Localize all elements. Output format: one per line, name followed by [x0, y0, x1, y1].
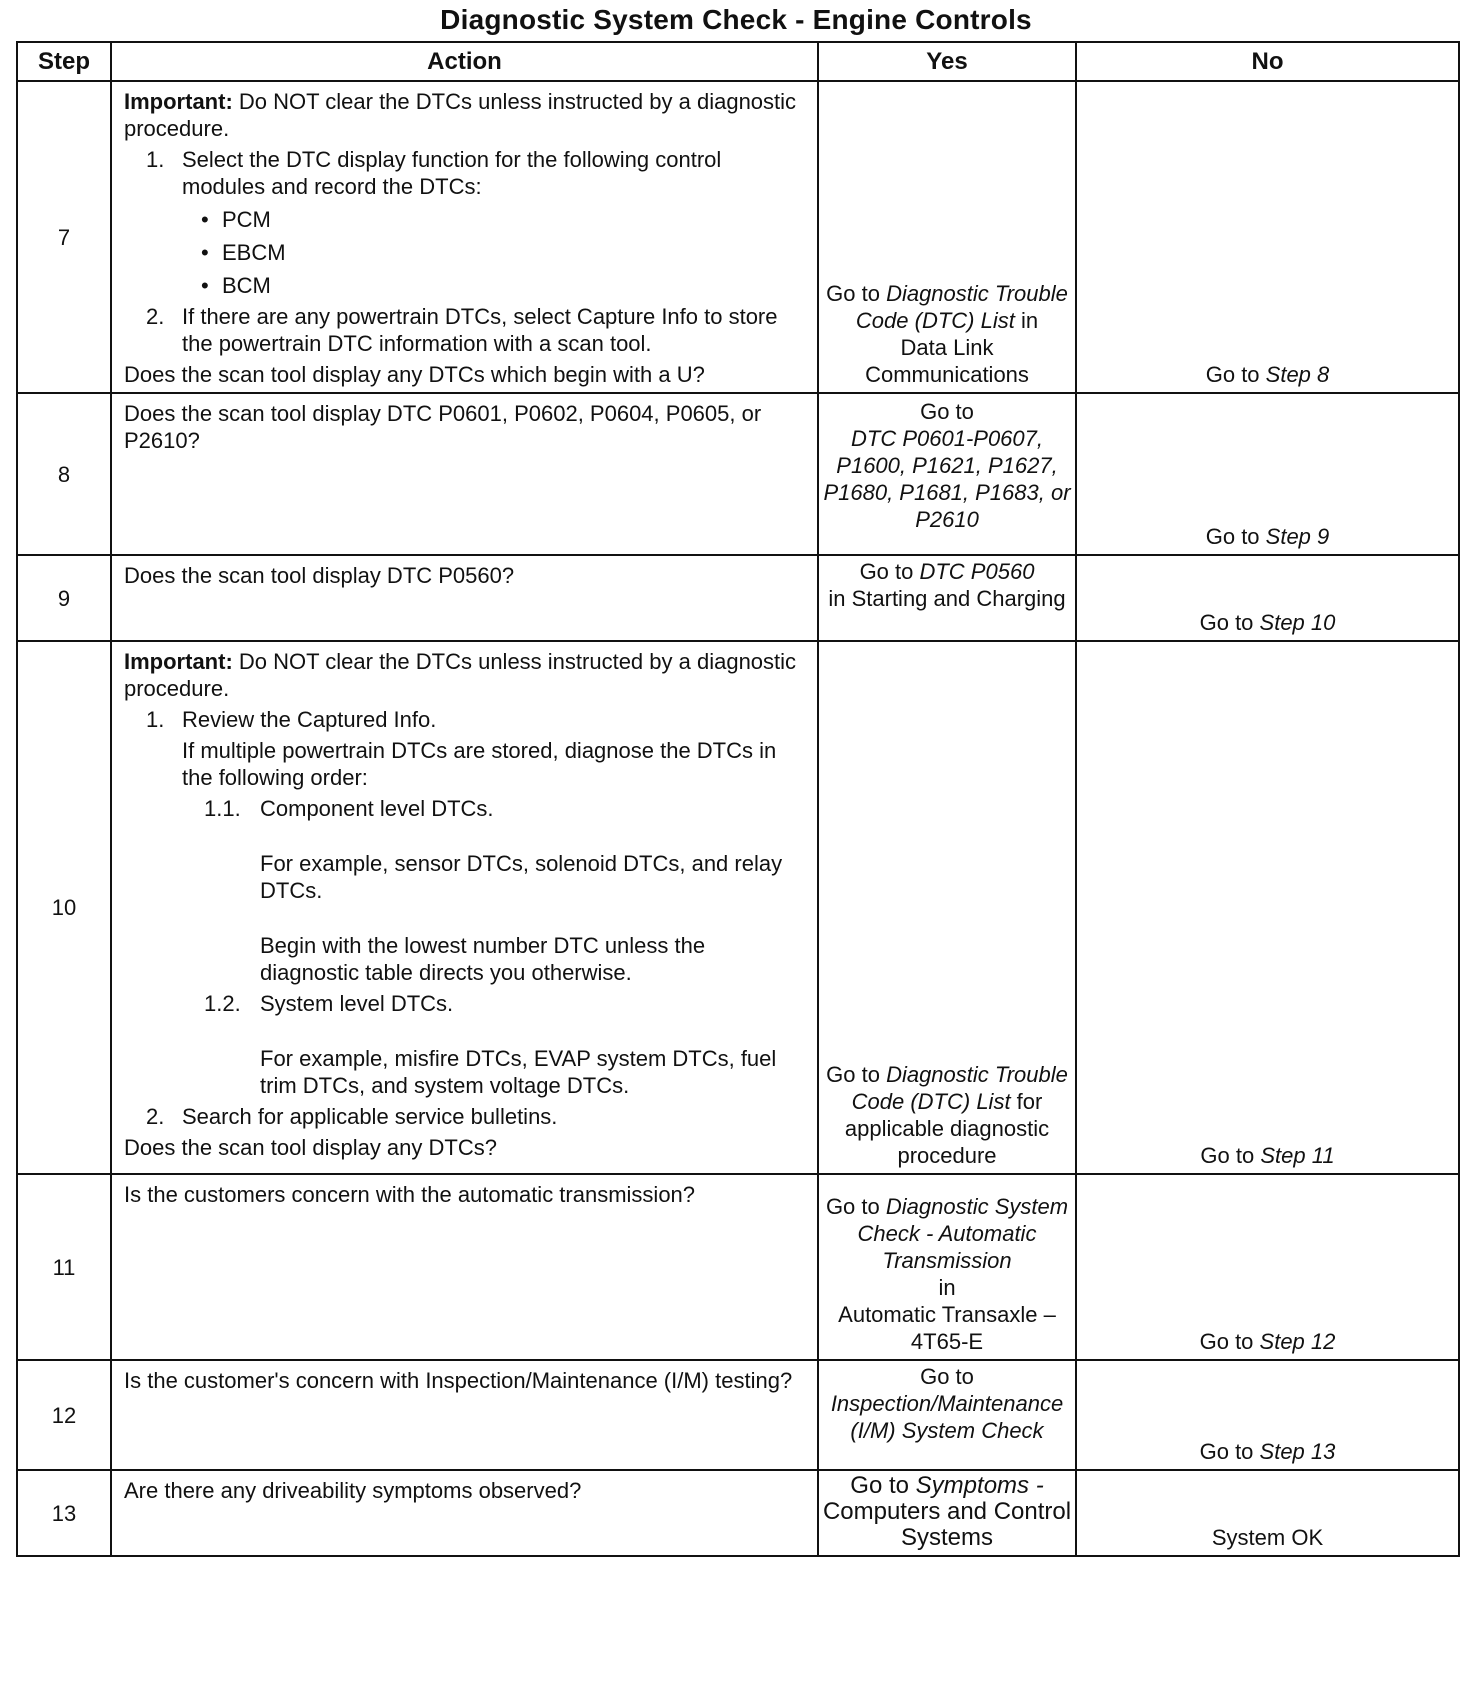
table-row	[17, 555, 1459, 641]
table-row	[17, 641, 1459, 1174]
yes-cell: Go to Symptoms - Computers and Control Systems	[818, 1470, 1076, 1556]
action-cell	[111, 555, 818, 641]
list-item: 1. Select the DTC display function for the following control modules and record the DTCs:	[146, 147, 722, 199]
no-cell: Go to Step 9	[1076, 393, 1459, 555]
no-cell	[1076, 1470, 1459, 1556]
example-text: For example, misfire DTCs, EVAP system DTCs, fuel trim DTCs, and system voltage DTCs.	[260, 1046, 777, 1098]
yes-link[interactable]: DTC P0601-P0607, P1600, P1621, P1627, P1680, P1681, P1683, or P2610	[823, 426, 1071, 532]
header-action: Action	[111, 42, 818, 81]
action-cell	[111, 1470, 818, 1556]
step-number: 12	[17, 1360, 111, 1470]
no-cell: Go to Step 11	[1076, 641, 1459, 1174]
bullet-item: • PCM	[201, 207, 271, 232]
no-link[interactable]: Step 11	[1260, 1143, 1335, 1168]
header-no: No	[1076, 42, 1459, 81]
table-row	[17, 81, 1459, 393]
step-number: 11	[17, 1174, 111, 1360]
important-note: Important: Do NOT clear the DTCs unless instructed by a diagnostic procedure.	[124, 649, 797, 701]
question: Are there any driveability symptoms observed?	[124, 1478, 582, 1503]
action-cell	[111, 1174, 818, 1360]
example-text: Begin with the lowest number DTC unless the diagnostic table directs you otherwise.	[260, 933, 706, 985]
table-row	[17, 1174, 1459, 1360]
list-item-continuation: If multiple powertrain DTCs are stored, diagnose the DTCs in the following order:	[182, 738, 777, 790]
page-title: Diagnostic System Check - Engine Controls	[440, 4, 1032, 35]
yes-link[interactable]: Diagnostic System Check - Automatic Transmission	[857, 1194, 1069, 1273]
no-link[interactable]: Step 9	[1265, 524, 1330, 549]
list-item: 2. If there are any powertrain DTCs, select Capture Info to store the powertrain DTC information with a scan tool.	[146, 304, 778, 356]
question: Does the scan tool display any DTCs?	[124, 1135, 497, 1160]
example-text: For example, sensor DTCs, solenoid DTCs, and relay DTCs.	[260, 851, 783, 903]
step-number: 9	[17, 555, 111, 641]
step-number: 8	[17, 393, 111, 555]
header-row	[17, 42, 1459, 81]
important-label: Important:	[124, 649, 233, 674]
yes-cell: Go to DTC P0601-P0607, P1600, P1621, P1627, P1680, P1681, P1683, or P2610	[818, 393, 1076, 555]
yes-link[interactable]: Symptoms -	[915, 1472, 1044, 1499]
table-row	[17, 1470, 1459, 1556]
yes-cell: Go to Inspection/Maintenance (I/M) System Check	[818, 1360, 1076, 1470]
action-cell	[111, 1360, 818, 1470]
action-cell	[111, 393, 818, 555]
question: Is the customers concern with the automatic transmission?	[124, 1182, 696, 1207]
no-cell: Go to Step 8	[1076, 81, 1459, 393]
important-label: Important:	[124, 89, 233, 114]
diagnostic-table	[16, 41, 1460, 1557]
action-cell	[111, 81, 818, 393]
bullet-item: • BCM	[201, 273, 271, 298]
sub-list-item: 1.1. Component level DTCs.	[204, 796, 494, 821]
yes-cell: Go to Diagnostic System Check - Automatic Transmission in Automatic Transaxle – 4T65-E	[818, 1174, 1076, 1360]
no-link[interactable]: Step 10	[1259, 610, 1336, 635]
table-row	[17, 393, 1459, 555]
step-number: 13	[17, 1470, 111, 1556]
no-cell: Go to Step 10	[1076, 555, 1459, 641]
table-row	[17, 1360, 1459, 1470]
no-link[interactable]: Step 12	[1259, 1329, 1336, 1354]
question: Does the scan tool display any DTCs which begin with a U?	[124, 362, 705, 387]
no-cell: Go to Step 12	[1076, 1174, 1459, 1360]
list-item: 2. Search for applicable service bulletins.	[146, 1104, 558, 1129]
yes-link[interactable]: Inspection/Maintenance (I/M) System Check	[830, 1391, 1064, 1443]
question: Does the scan tool display DTC P0601, P0602, P0604, P0605, or P2610?	[124, 401, 762, 453]
yes-link[interactable]: Diagnostic Trouble Code (DTC) List	[851, 1062, 1068, 1114]
no-result: System OK	[1211, 1525, 1324, 1550]
action-cell	[111, 641, 818, 1174]
yes-link[interactable]: Diagnostic Trouble Code (DTC) List	[855, 281, 1068, 333]
sub-list-item: 1.2. System level DTCs.	[204, 991, 454, 1016]
no-link[interactable]: Step 13	[1259, 1439, 1336, 1464]
list-item: 1. Review the Captured Info.	[146, 707, 437, 732]
yes-cell: Go to Diagnostic Trouble Code (DTC) List for applicable diagnostic procedure	[818, 641, 1076, 1174]
yes-cell: Go to DTC P0560 in Starting and Charging	[818, 555, 1076, 641]
step-number: 10	[17, 641, 111, 1174]
question: Is the customer's concern with Inspection/Maintenance (I/M) testing?	[124, 1368, 793, 1393]
yes-link[interactable]: DTC P0560	[919, 559, 1035, 584]
step-number: 7	[17, 81, 111, 393]
no-cell: Go to Step 13	[1076, 1360, 1459, 1470]
no-link[interactable]: Step 8	[1265, 362, 1330, 387]
header-step: Step	[17, 42, 111, 81]
important-note: Important: Do NOT clear the DTCs unless instructed by a diagnostic procedure.	[124, 89, 797, 141]
bullet-item: • EBCM	[201, 240, 286, 265]
yes-cell: Go to Diagnostic Trouble Code (DTC) List in Data Link Communications	[818, 81, 1076, 393]
header-yes: Yes	[818, 42, 1076, 81]
question: Does the scan tool display DTC P0560?	[124, 563, 515, 588]
